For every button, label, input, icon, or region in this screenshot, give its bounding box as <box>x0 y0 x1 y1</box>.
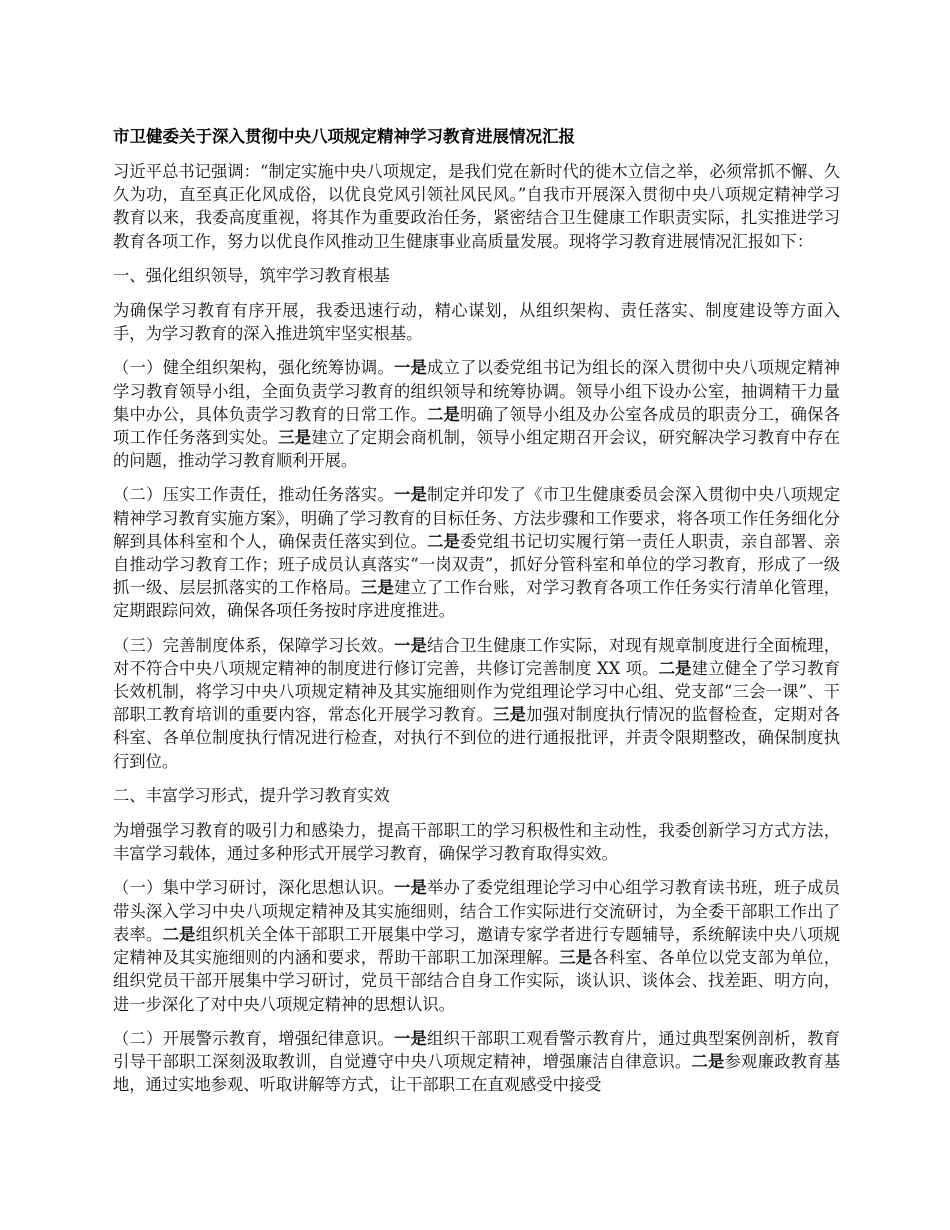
paragraph-text: 制定并印发了《市卫生健康委员会深入贯彻中央八项规定精神学习教育实施方案》，明确了学习教育的目标任务、方法步骤和工作要求，将各项工作任务细化分解到具体科室和个人，确保责任落实到位。 <box>113 485 840 551</box>
point-marker: 一是 <box>393 358 428 378</box>
section-2-intro: 为增强学习教育的吸引力和感染力，提高干部职工的学习积极性和主动性，我委创新学习方式方法，丰富学习载体，通过多种形式开展学习教育，确保学习教育取得实效。 <box>113 821 840 864</box>
section-1-paragraph-2 <box>113 483 840 622</box>
paragraph-text: 组织机关全体干部职工开展集中学习，邀请专家学者进行专题辅导，系统解读中央八项规定精神及其实施细则的内涵和要求，帮助干部职工加深理解。 <box>113 924 840 968</box>
paragraph-text: （三）完善制度体系，保障学习长效。 <box>113 635 394 655</box>
point-marker: 三是 <box>360 578 394 598</box>
point-marker: 一是 <box>393 878 428 898</box>
paragraph-text: （二）压实工作责任，推动任务落实。 <box>113 485 394 505</box>
section-1-heading: 一、强化组织领导，筑牢学习教育根基 <box>113 265 390 285</box>
paragraph-text: 举办了委党组理论学习中心组学习教育读书班，班子成员带头深入学习中央八项规定精神及其实施细则，结合工作实际进行交流研讨，为全委干部职工作出了表率。 <box>113 878 840 944</box>
paragraph-text: （二）开展警示教育，增强纪律意识。 <box>113 1028 394 1048</box>
point-marker: 三是 <box>278 428 312 448</box>
point-marker: 二是 <box>427 531 461 551</box>
paragraph-text: （一）集中学习研讨，深化思想认识。 <box>113 878 394 898</box>
point-marker: 二是 <box>162 924 196 944</box>
point-marker: 一是 <box>393 635 428 655</box>
section-1-paragraph-1 <box>113 356 840 472</box>
intro-paragraph: 习近平总书记强调：“制定实施中央八项规定，是我们党在新时代的徙木立信之举，必须常抓不懈、久久为功，直至真正化风成俗，以优良党风引领社风民风。”自我市开展深入贯彻中央八项规定精神学习教育以来，我委高度重视，将其作为重要政治任务，紧密结合卫生健康工作职责实际，扎实推进学习教育各项工作，努力以优良作风推动卫生健康事业高质量发展。现将学习教育进展情况汇报如下： <box>113 162 840 251</box>
paragraph-text: 参观廉政教育基地，通过实地参观、听取讲解等方式，让干部职工在直观感受中接受 <box>113 1051 840 1095</box>
point-marker: 三是 <box>493 705 527 725</box>
paragraph-text: （一）健全组织架构，强化统筹协调。 <box>113 358 394 378</box>
point-marker: 二是 <box>427 404 461 424</box>
paragraph-text: 委党组书记切实履行第一责任人职责，亲自部署、亲自推动学习教育工作；班子成员认真落实“一岗双责”，抓好分管科室和单位的学习教育，形成了一级抓一级、层层抓落实的工作格局。 <box>113 531 840 598</box>
section-2-paragraph-2 <box>113 1027 840 1097</box>
point-marker: 二是 <box>658 658 692 678</box>
paragraph-text: 建立健全了学习教育长效机制，将学习中央八项规定精神及其实施细则作为党组理论学习中心组、党支部“三会一课”、干部职工教育培训的重要内容，常态化开展学习教育。 <box>113 658 840 725</box>
point-marker: 一是 <box>393 485 428 505</box>
paragraph-text: 建立了工作台账，对学习教育各项工作任务实行清单化管理，定期跟踪问效，确保各项任务按时序进度推进。 <box>113 578 840 621</box>
section-1-paragraph-3 <box>113 634 840 773</box>
section-1-intro: 为确保学习教育有序开展，我委迅速行动，精心谋划，从组织架构、责任落实、制度建设等方面入手，为学习教育的深入推进筑牢坚实根基。 <box>113 301 840 344</box>
paragraph-text: 结合卫生健康工作实际，对现有规章制度进行全面梳理，对不符合中央八项规定精神的制度进行修订完善，共修订完善制度 XX 项。 <box>113 635 840 678</box>
paragraph-text: 建立了定期会商机制，领导小组定期召开会议，研究解决学习教育中存在的问题，推动学习教育顺利开展。 <box>113 428 840 471</box>
section-2-heading: 二、丰富学习形式，提升学习教育实效 <box>113 785 390 805</box>
paragraph-text: 组织干部职工观看警示教育片，通过典型案例剖析，教育引导干部职工深刻汲取教训，自觉遵守中央八项规定精神，增强廉洁自律意识。 <box>113 1028 840 1071</box>
paragraph-text: 加强对制度执行情况的监督检查，定期对各科室、各单位制度执行情况进行检查，对执行不到位的进行通报批评，并责令限期整改，确保制度执行到位。 <box>113 705 840 771</box>
paragraph-text: 明确了领导小组及办公室各成员的职责分工，确保各项工作任务落到实处。 <box>113 404 840 448</box>
point-marker: 一是 <box>393 1028 428 1048</box>
section-2-paragraph-1 <box>113 876 840 1015</box>
point-marker: 三是 <box>559 948 593 968</box>
point-marker: 二是 <box>691 1051 725 1071</box>
document-title: 市卫健委关于深入贯彻中央八项规定精神学习教育进展情况汇报 <box>113 127 575 146</box>
paragraph-text: 各科室、各单位以党支部为单位，组织党员干部开展集中学习研讨，党员干部结合自身工作实际，谈认识、谈体会、找差距、明方向，进一步深化了对中央八项规定精神的思想认识。 <box>113 948 840 1014</box>
paragraph-text: 成立了以委党组书记为组长的深入贯彻中央八项规定精神学习教育领导小组，全面负责学习教育的组织领导和统筹协调。领导小组下设办公室，抽调精干力量集中办公，具体负责学习教育的日常工作。 <box>113 358 840 424</box>
document-page <box>113 126 840 1107</box>
